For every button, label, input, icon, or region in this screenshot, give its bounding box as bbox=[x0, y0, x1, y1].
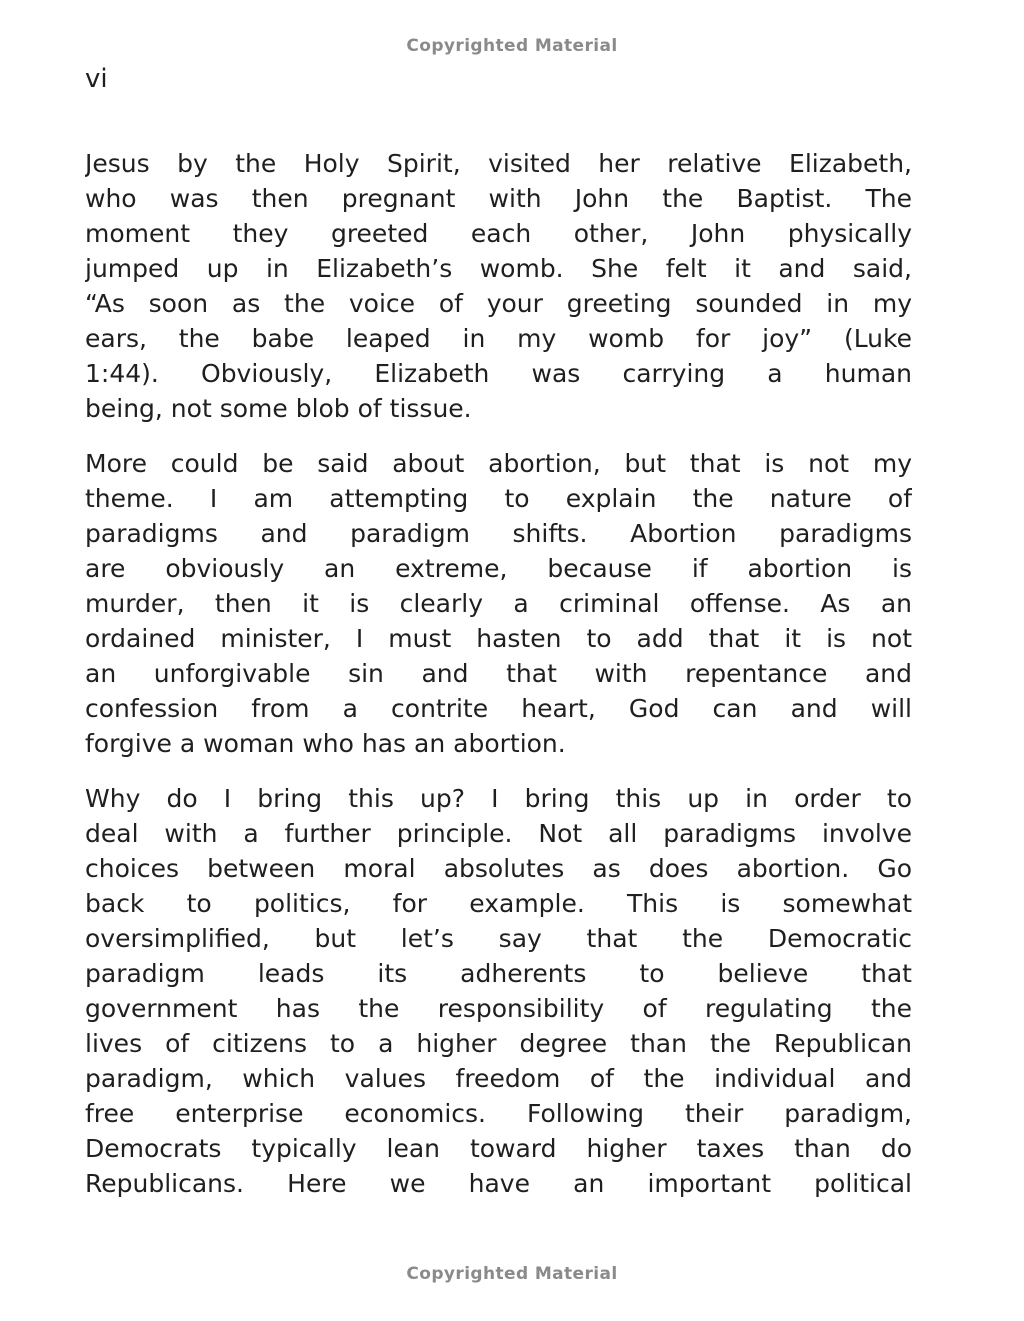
text-line: ordained minister, I must hasten to add that it is not bbox=[85, 624, 912, 653]
text-line: lives of citizens to a higher degree than the Republican bbox=[85, 1029, 912, 1058]
text-line: confession from a contrite heart, God can and will bbox=[85, 694, 912, 723]
text-line: paradigms and paradigm shifts. Abortion paradigms bbox=[85, 519, 912, 548]
copyright-watermark-bottom: Copyrighted Material bbox=[406, 1264, 618, 1284]
text-line: ears, the babe leaped in my womb for joy” (Luke bbox=[85, 324, 912, 353]
text-line: Why do I bring this up? I bring this up in order to bbox=[85, 784, 912, 813]
paragraph-1 bbox=[85, 146, 912, 426]
text-line: who was then pregnant with John the Baptist. The bbox=[85, 184, 912, 213]
text-line: theme. I am attempting to explain the nature of bbox=[85, 484, 912, 513]
text-line: 1:44). Obviously, Elizabeth was carrying a human bbox=[85, 359, 912, 388]
text-line: are obviously an extreme, because if abortion is bbox=[85, 554, 912, 583]
text-line: forgive a woman who has an abortion. bbox=[85, 729, 566, 758]
paragraph-3 bbox=[85, 781, 912, 1201]
text-line: government has the responsibility of regulating the bbox=[85, 994, 912, 1023]
text-line: Jesus by the Holy Spirit, visited her relative Elizabeth, bbox=[85, 149, 912, 178]
page-text bbox=[85, 146, 912, 1201]
text-line: jumped up in Elizabeth’s womb. She felt it and said, bbox=[85, 254, 912, 283]
text-line: paradigm, which values freedom of the individual and bbox=[85, 1064, 912, 1093]
paragraph-2 bbox=[85, 446, 912, 761]
text-line: deal with a further principle. Not all paradigms involve bbox=[85, 819, 912, 848]
text-line: an unforgivable sin and that with repentance and bbox=[85, 659, 912, 688]
text-line: free enterprise economics. Following their paradigm, bbox=[85, 1099, 912, 1128]
text-line: oversimplified, but let’s say that the Democratic bbox=[85, 924, 912, 953]
text-line: moment they greeted each other, John physically bbox=[85, 219, 912, 248]
copyright-watermark-top: Copyrighted Material bbox=[406, 36, 618, 56]
text-line: choices between moral absolutes as does abortion. Go bbox=[85, 854, 912, 883]
text-line: paradigm leads its adherents to believe that bbox=[85, 959, 912, 988]
text-line: back to politics, for example. This is somewhat bbox=[85, 889, 912, 918]
text-line: murder, then it is clearly a criminal offense. As an bbox=[85, 589, 912, 618]
text-line: More could be said about abortion, but that is not my bbox=[85, 449, 912, 478]
page-number: vi bbox=[85, 64, 108, 94]
text-line: Democrats typically lean toward higher taxes than do bbox=[85, 1134, 912, 1163]
text-line: Republicans. Here we have an important political bbox=[85, 1169, 912, 1198]
text-line: “As soon as the voice of your greeting sounded in my bbox=[85, 289, 912, 318]
text-line: being, not some blob of tissue. bbox=[85, 394, 472, 423]
